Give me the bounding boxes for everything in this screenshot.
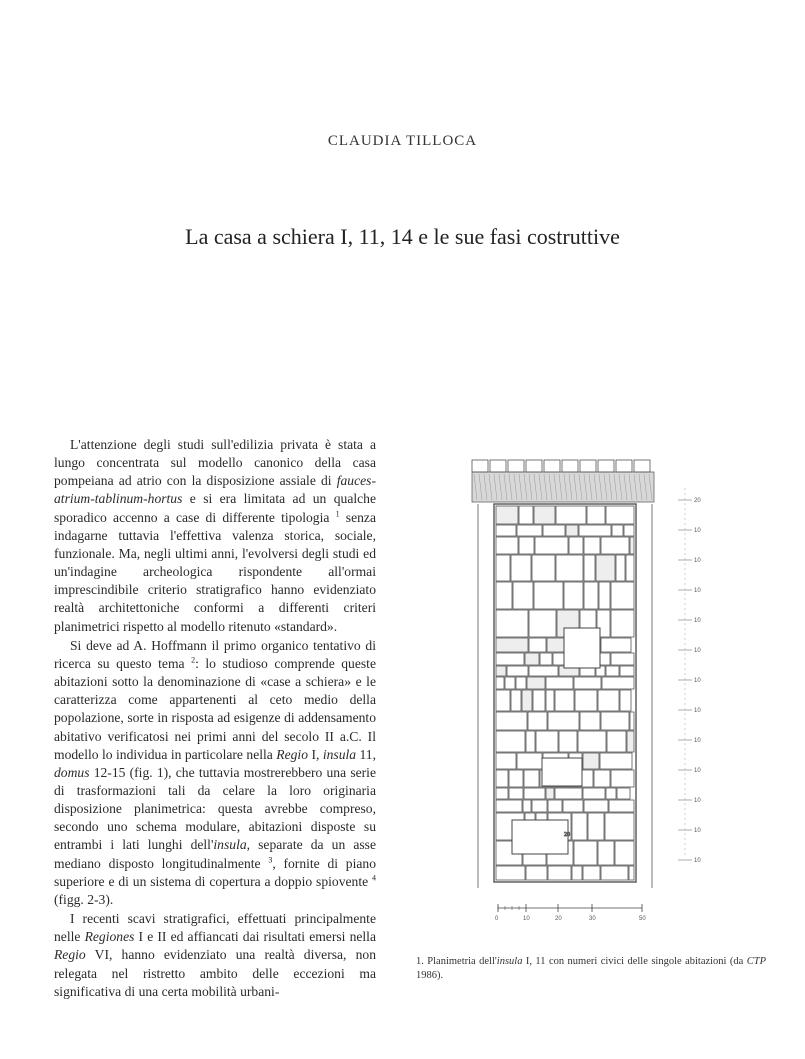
plan-room bbox=[596, 555, 615, 581]
plan-room bbox=[526, 731, 535, 752]
plan-room bbox=[496, 555, 510, 581]
plan-room bbox=[529, 666, 558, 676]
plan-room bbox=[616, 460, 632, 472]
plan-room bbox=[555, 690, 574, 711]
plan-room bbox=[600, 753, 632, 769]
footnote-ref: 4 bbox=[372, 873, 376, 883]
plan-room bbox=[519, 537, 534, 554]
house-number: 10 bbox=[694, 798, 701, 804]
plan-room bbox=[575, 690, 597, 711]
paragraph-2 bbox=[54, 637, 376, 909]
plan-room bbox=[606, 666, 619, 676]
scale-label: 0 bbox=[495, 916, 499, 922]
plan-room bbox=[578, 731, 606, 752]
plan-room bbox=[611, 653, 634, 665]
courtyard bbox=[512, 820, 568, 854]
plan-room bbox=[525, 653, 539, 665]
plan-room bbox=[533, 690, 545, 711]
plan-room bbox=[523, 800, 531, 812]
plan-room bbox=[527, 677, 545, 689]
plan-room bbox=[556, 506, 586, 524]
scale-label: 30 bbox=[589, 916, 596, 922]
plan-room bbox=[516, 677, 526, 689]
author-name: CLAUDIA TILLOCA bbox=[327, 133, 478, 149]
plan-room bbox=[526, 460, 542, 472]
room-number: 20 bbox=[564, 832, 570, 838]
plan-room bbox=[611, 610, 634, 637]
plan-room bbox=[496, 610, 528, 637]
plan-room bbox=[580, 460, 596, 472]
plan-room bbox=[496, 753, 516, 769]
house-number: 10 bbox=[694, 768, 701, 774]
plan-room bbox=[620, 666, 634, 676]
plan-room bbox=[616, 555, 625, 581]
plan-room bbox=[496, 770, 508, 787]
house-number: 10 bbox=[694, 588, 701, 594]
plan-room bbox=[548, 712, 579, 730]
courtyard bbox=[564, 628, 600, 668]
plan-room bbox=[517, 753, 542, 769]
plan-room bbox=[548, 866, 571, 880]
plan-room bbox=[611, 770, 634, 787]
house-number: 10 bbox=[694, 648, 701, 654]
text-run: Si deve ad A. Hoffmann il primo organico tentativo di ricerca su questo tema bbox=[54, 637, 376, 671]
plan-room bbox=[524, 788, 545, 799]
house-number: 10 bbox=[694, 678, 701, 684]
plan-room bbox=[569, 537, 583, 554]
plan-room bbox=[496, 800, 522, 812]
plan-room bbox=[598, 841, 614, 865]
house-number: 10 bbox=[694, 618, 701, 624]
body-text-column bbox=[54, 436, 376, 1001]
plan-room bbox=[574, 677, 601, 689]
text-run: senza indagarne tuttavia l'effettiva valenza storica, sociale, funzionale. Ma, negli ultimi anni, l'evolversi degli studi ed un'indagine archeologica rispondente all'ormai imprescindibile criterio stratigrafico hanno evidenziato realtà architettoniche conformi a differenti criteri planimetrici rispetto al modello ritenuto «standard». bbox=[54, 509, 376, 634]
plan-room bbox=[508, 460, 524, 472]
plan-room bbox=[607, 731, 626, 752]
figure-caption bbox=[416, 955, 766, 983]
text-run: I recenti scavi stratigrafici, effettuati principalmente nelle bbox=[54, 911, 376, 945]
plan-room bbox=[601, 866, 628, 880]
text-run: 1986). bbox=[416, 970, 444, 981]
plan-room bbox=[513, 582, 533, 609]
plan-room bbox=[507, 666, 528, 676]
plan-room bbox=[496, 525, 516, 536]
plan-room bbox=[583, 788, 605, 799]
footnote-ref: 3 bbox=[268, 855, 273, 865]
text-run: CTP bbox=[746, 956, 767, 967]
plan-room bbox=[535, 537, 568, 554]
paragraph-3 bbox=[54, 910, 376, 1001]
plan-room bbox=[601, 712, 629, 730]
plan-room bbox=[509, 788, 523, 799]
plan-room bbox=[496, 653, 524, 665]
plan-room bbox=[540, 653, 552, 665]
plan-room bbox=[563, 800, 583, 812]
footnote-ref: 2 bbox=[191, 655, 196, 665]
plan-room bbox=[546, 690, 554, 711]
footnote-ref: 1 bbox=[335, 509, 340, 519]
plan-room bbox=[529, 638, 546, 652]
text-run: insula bbox=[322, 746, 357, 762]
plan-room bbox=[627, 731, 634, 752]
text-run: insula bbox=[496, 956, 523, 967]
text-run: Regio bbox=[276, 746, 308, 762]
plan-room bbox=[559, 731, 577, 752]
text-run: , separate da un asse mediano disposto longitudinalmente bbox=[54, 837, 377, 871]
plan-room bbox=[602, 677, 634, 689]
plan-room bbox=[496, 712, 527, 730]
house-number: 10 bbox=[694, 708, 701, 714]
plan-room bbox=[611, 582, 634, 609]
plan-room bbox=[579, 525, 611, 536]
plan-room bbox=[587, 506, 605, 524]
plan-room bbox=[615, 841, 634, 865]
text-run: 12-15 (fig. 1), che tuttavia mostrerebbero una serie di trasformazioni tali da celare la loro originaria disposizione planimetrica: questa avrebbe compreso, secondo uno schema modulare, abitazioni disposte su entrambi i lati lunghi dell' bbox=[54, 764, 376, 853]
plan-room bbox=[594, 770, 610, 787]
house-number: 20 bbox=[694, 498, 701, 504]
plan-room bbox=[588, 813, 604, 840]
plan-room bbox=[606, 788, 616, 799]
plan-room bbox=[522, 690, 532, 711]
plan-room bbox=[472, 460, 488, 472]
plan-room bbox=[584, 800, 608, 812]
plan-room bbox=[555, 788, 582, 799]
text-run: , fornite di piano superiore e di un sistema di copertura a doppio spiovente bbox=[54, 855, 376, 889]
plan-room bbox=[547, 638, 566, 652]
plan-room bbox=[496, 666, 506, 676]
plan-room bbox=[496, 537, 518, 554]
plan-room bbox=[496, 677, 504, 689]
plan-room bbox=[496, 788, 508, 799]
text-run: 1. Planimetria dell' bbox=[416, 956, 497, 967]
scale-label: 50 bbox=[639, 916, 646, 922]
plan-room bbox=[546, 677, 573, 689]
insula-plan-figure bbox=[452, 458, 712, 936]
plan-room bbox=[572, 866, 582, 880]
plan-room bbox=[564, 582, 583, 609]
plan-room bbox=[534, 582, 563, 609]
text-run: L'attenzione degli studi sull'edilizia privata è stata a lungo concentrata sul modello canonico della casa pompeiana ad atrio con la disposizione assiale di bbox=[54, 437, 376, 489]
text-run: I, bbox=[308, 746, 323, 762]
plan-room bbox=[562, 460, 578, 472]
plan-room bbox=[511, 690, 521, 711]
plan-room bbox=[584, 582, 598, 609]
plan-room bbox=[598, 690, 619, 711]
plan-room bbox=[526, 866, 547, 880]
plan-room bbox=[634, 460, 650, 472]
plan-room bbox=[629, 866, 634, 880]
plan-room bbox=[546, 788, 554, 799]
scale-label: 10 bbox=[523, 916, 530, 922]
plan-room bbox=[529, 610, 556, 637]
plan-room bbox=[609, 800, 634, 812]
plan-room bbox=[532, 800, 547, 812]
plan-room bbox=[511, 555, 531, 581]
plan-room bbox=[548, 800, 562, 812]
plan-room bbox=[601, 537, 629, 554]
plan-room bbox=[574, 841, 597, 865]
plan-room bbox=[606, 506, 634, 524]
plan-room bbox=[519, 506, 533, 524]
plan-room bbox=[583, 866, 600, 880]
plan-room bbox=[496, 582, 512, 609]
plan-room bbox=[601, 638, 631, 652]
plan-room bbox=[598, 460, 614, 472]
paragraph-1 bbox=[54, 436, 376, 636]
insula-plan-drawing bbox=[452, 458, 712, 936]
plan-room bbox=[630, 712, 634, 730]
text-run: e si era limitata ad un qualche sporadico accenno a case di differente tipologia bbox=[54, 491, 376, 525]
plan-room bbox=[532, 555, 555, 581]
plan-room bbox=[566, 525, 578, 536]
house-number: 10 bbox=[694, 858, 701, 864]
plan-room bbox=[505, 677, 515, 689]
plan-room bbox=[496, 638, 528, 652]
text-run: insula bbox=[213, 837, 247, 853]
plan-room bbox=[509, 770, 523, 787]
plan-room bbox=[584, 555, 595, 581]
plan-room bbox=[583, 753, 599, 769]
text-run: I, 11 con numeri civici delle singole abitazioni (da bbox=[522, 956, 747, 967]
plan-room bbox=[617, 788, 630, 799]
plan-room bbox=[490, 460, 506, 472]
plan-room bbox=[626, 555, 634, 581]
text-run: fauces-atrium-tablinum-hortus bbox=[54, 473, 376, 507]
house-number: 10 bbox=[694, 738, 701, 744]
plan-room bbox=[572, 813, 587, 840]
text-run: domus bbox=[54, 764, 90, 780]
plan-room bbox=[605, 813, 634, 840]
plan-room bbox=[496, 506, 518, 524]
plan-room bbox=[496, 731, 525, 752]
plan-room bbox=[624, 525, 634, 536]
plan-room bbox=[556, 555, 583, 581]
plan-room bbox=[612, 525, 623, 536]
text-run: 11, bbox=[356, 746, 376, 762]
text-run: Regio bbox=[54, 947, 86, 963]
text-run: I e II ed affiancati dai risultati emersi nella bbox=[134, 929, 376, 945]
plan-room bbox=[543, 525, 565, 536]
plan-room bbox=[496, 690, 510, 711]
scale-label: 20 bbox=[555, 916, 562, 922]
plan-room bbox=[524, 770, 539, 787]
plan-room bbox=[630, 537, 634, 554]
plan-room bbox=[599, 582, 610, 609]
plan-room bbox=[528, 712, 547, 730]
plan-room bbox=[496, 866, 525, 880]
text-run: Regiones bbox=[84, 929, 135, 945]
house-number: 10 bbox=[694, 828, 701, 834]
plan-room bbox=[536, 731, 558, 752]
house-number: 10 bbox=[694, 528, 701, 534]
house-number: 10 bbox=[694, 558, 701, 564]
plan-room bbox=[534, 506, 555, 524]
text-run: (figg. 2-3). bbox=[54, 891, 114, 907]
plan-room bbox=[517, 525, 542, 536]
plan-room bbox=[584, 537, 600, 554]
courtyard bbox=[542, 758, 582, 786]
text-run: VI, hanno evidenziato una realtà diversa, non relegata nel ristretto ambito delle eccezioni ma significativa di una certa mobilità urbani- bbox=[54, 947, 376, 999]
plan-room bbox=[620, 690, 631, 711]
plan-room bbox=[544, 460, 560, 472]
text-run: : lo studioso comprende queste abitazioni sotto la denominazione di «case a schiera» e le caratterizza come appartenenti al ceto medio della popolazione, sorte in risposta ad esigenze di addensamento abitativo verificatosi nei primi anni del secolo II a.C. Il modello lo individua in particolare nella bbox=[54, 655, 376, 762]
plan-room bbox=[580, 712, 600, 730]
article-title: La casa a schiera I, 11, 14 e le sue fasi costruttive bbox=[185, 224, 620, 249]
